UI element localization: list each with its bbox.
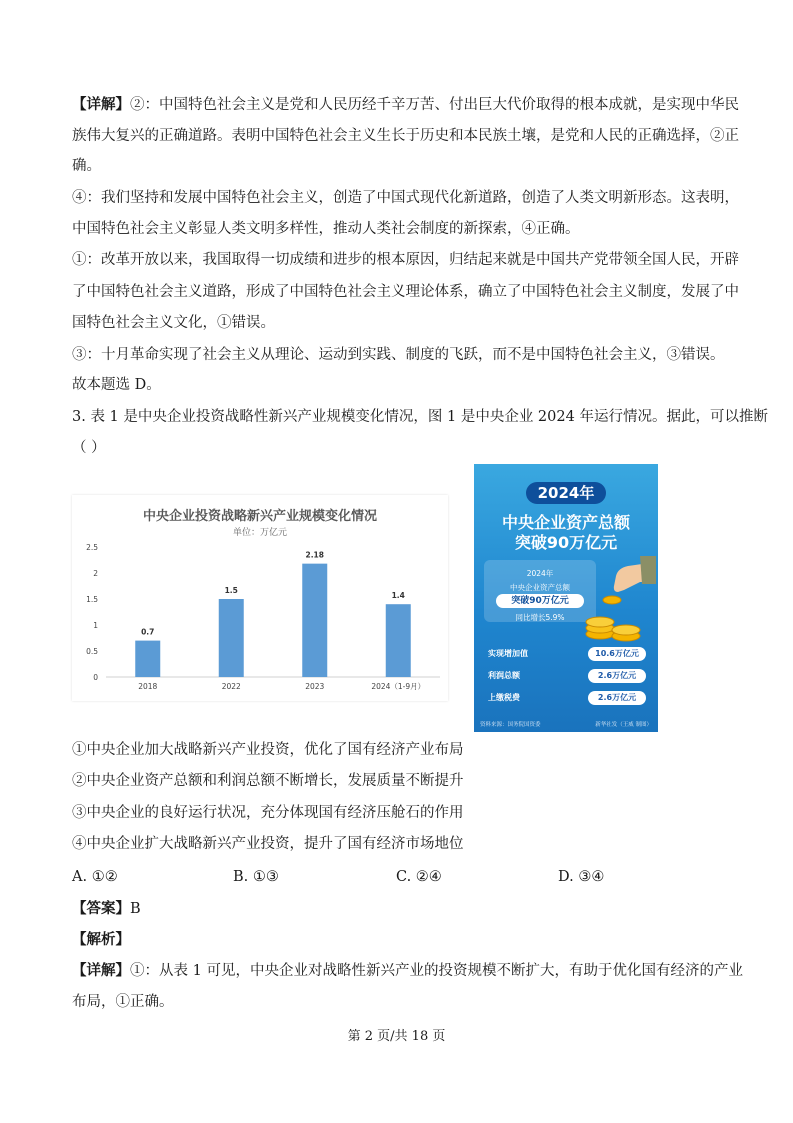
analysis-detail-tag: 【详解】	[72, 962, 130, 979]
bar	[219, 599, 244, 677]
bar-value-label: 1.5	[224, 586, 238, 595]
bar	[302, 564, 327, 677]
hand-coins-icon	[584, 556, 656, 646]
stat-label: 实现增加值	[488, 649, 528, 658]
stat-value: 10.6万亿元	[588, 647, 646, 661]
detail-tag: 【详解】	[72, 96, 130, 113]
answer-line	[72, 899, 141, 919]
chart-title: 中央企业投资战略新兴产业规模变化情况	[142, 509, 378, 524]
detail-line-8: 国特色社会主义文化，①错误。	[72, 315, 275, 331]
detail-conclusion: 故本题选 D。	[72, 377, 161, 393]
detail-line-3: 确。	[72, 158, 101, 174]
detail-line-5: 中国特色社会主义彰显人类文明多样性，推动人类社会制度的新探索，④正确。	[72, 221, 580, 237]
bar-chart-svg	[72, 495, 448, 701]
y-tick-label: 1.5	[86, 595, 98, 604]
statement-2: ②中央企业资产总额和利润总额不断增长，发展质量不断提升	[72, 773, 464, 789]
statement-4: ④中央企业扩大战略新兴产业投资，提升了国有经济市场地位	[72, 836, 464, 852]
page-footer: 第 2 页/共 18 页	[347, 1029, 446, 1044]
poster-year-badge: 2024年	[526, 482, 606, 504]
poster-headline-2: 突破90万亿元	[514, 533, 618, 552]
y-axis-ticks	[86, 543, 98, 682]
poster-agency: 新华社发（王威 制图）	[595, 722, 652, 728]
bar	[386, 604, 411, 677]
poster-source: 资料来源：国务院国资委	[480, 722, 541, 728]
y-tick-label: 2.5	[86, 543, 98, 552]
option-a: A. ①②	[72, 869, 118, 885]
option-b: B. ①③	[233, 869, 279, 885]
x-tick-label: 2022	[221, 682, 241, 691]
analysis-line-1	[72, 961, 743, 981]
analysis-line-2: 布局，①正确。	[72, 994, 174, 1010]
x-tick-label: 2018	[138, 682, 158, 691]
detail-line-2: 族伟大复兴的正确道路。表明中国特色社会主义生长于历史和本民族土壤，是党和人民的正确选择，②正	[72, 128, 739, 144]
chart-subtitle: 单位：万亿元	[232, 528, 288, 538]
answer-tag: 【答案】	[72, 900, 130, 917]
option-c: C. ②④	[396, 869, 442, 885]
stat-row	[486, 668, 646, 684]
stat-value: 2.6万亿元	[588, 691, 646, 705]
x-tick-label: 2024（1-9月）	[371, 682, 426, 691]
card-label: 中央企业资产总额	[510, 583, 570, 592]
y-tick-label: 0	[93, 673, 98, 682]
bar-value-label: 0.7	[141, 627, 155, 637]
detail-line-4: ④：我们坚持和发展中国特色社会主义，创造了中国式现代化新道路，创造了人类文明新形态。这表明，	[72, 190, 739, 206]
investment-bar-chart	[72, 495, 448, 701]
question-blank: （ ）	[72, 440, 106, 456]
stat-row	[486, 646, 646, 662]
option-d: D. ③④	[558, 869, 605, 885]
bar-value-label: 1.4	[391, 591, 405, 601]
detail-text: ②：中国特色社会主义是党和人民历经千辛万苦、付出巨大代价取得的根本成就，是实现中华民	[130, 97, 739, 113]
detail-line-7: 了中国特色社会主义道路，形成了中国特色社会主义理论体系，确立了中国特色社会主义制度，发展了中	[72, 284, 739, 300]
bars-group	[135, 551, 425, 691]
stat-row	[486, 690, 646, 706]
card-growth: 同比增长5.9%	[515, 613, 565, 622]
detail-line-6: ①：改革开放以来，我国取得一切成绩和进步的根本原因，归结起来就是中国共产党带领全国人民，开辟	[72, 252, 739, 268]
stat-value: 2.6万亿元	[588, 669, 646, 683]
statement-3: ③中央企业的良好运行状况，充分体现国有经济压舱石的作用	[72, 805, 464, 821]
analysis-text: ①：从表 1 可见，中央企业对战略性新兴产业的投资规模不断扩大，有助于优化国有经济的产业	[130, 963, 743, 979]
analysis-tag: 【解析】	[72, 931, 130, 948]
y-tick-label: 2	[93, 569, 98, 578]
card-value: 突破90万亿元	[496, 594, 584, 608]
soe-assets-poster	[474, 464, 658, 732]
poster-headline-1: 中央企业资产总额	[501, 513, 630, 532]
y-tick-label: 1	[93, 621, 98, 630]
statement-1: ①中央企业加大战略新兴产业投资，优化了国有经济产业布局	[72, 742, 464, 758]
question-stem: 3. 表 1 是中央企业投资战略性新兴产业规模变化情况，图 1 是中央企业 2024 年运行情况。据此，可以推断	[72, 409, 768, 425]
bar-value-label: 2.18	[305, 550, 325, 560]
stat-label: 上缴税费	[488, 693, 520, 702]
bar	[135, 641, 160, 677]
x-tick-label: 2023	[305, 682, 325, 691]
card-year: 2024年	[526, 569, 554, 578]
stat-label: 利润总额	[488, 671, 520, 680]
detail-line-1	[72, 95, 739, 115]
answer-value: B	[130, 901, 141, 917]
detail-line-9: ③：十月革命实现了社会主义从理论、运动到实践、制度的飞跃，而不是中国特色社会主义，③错误。	[72, 347, 725, 363]
y-tick-label: 0.5	[86, 647, 98, 656]
